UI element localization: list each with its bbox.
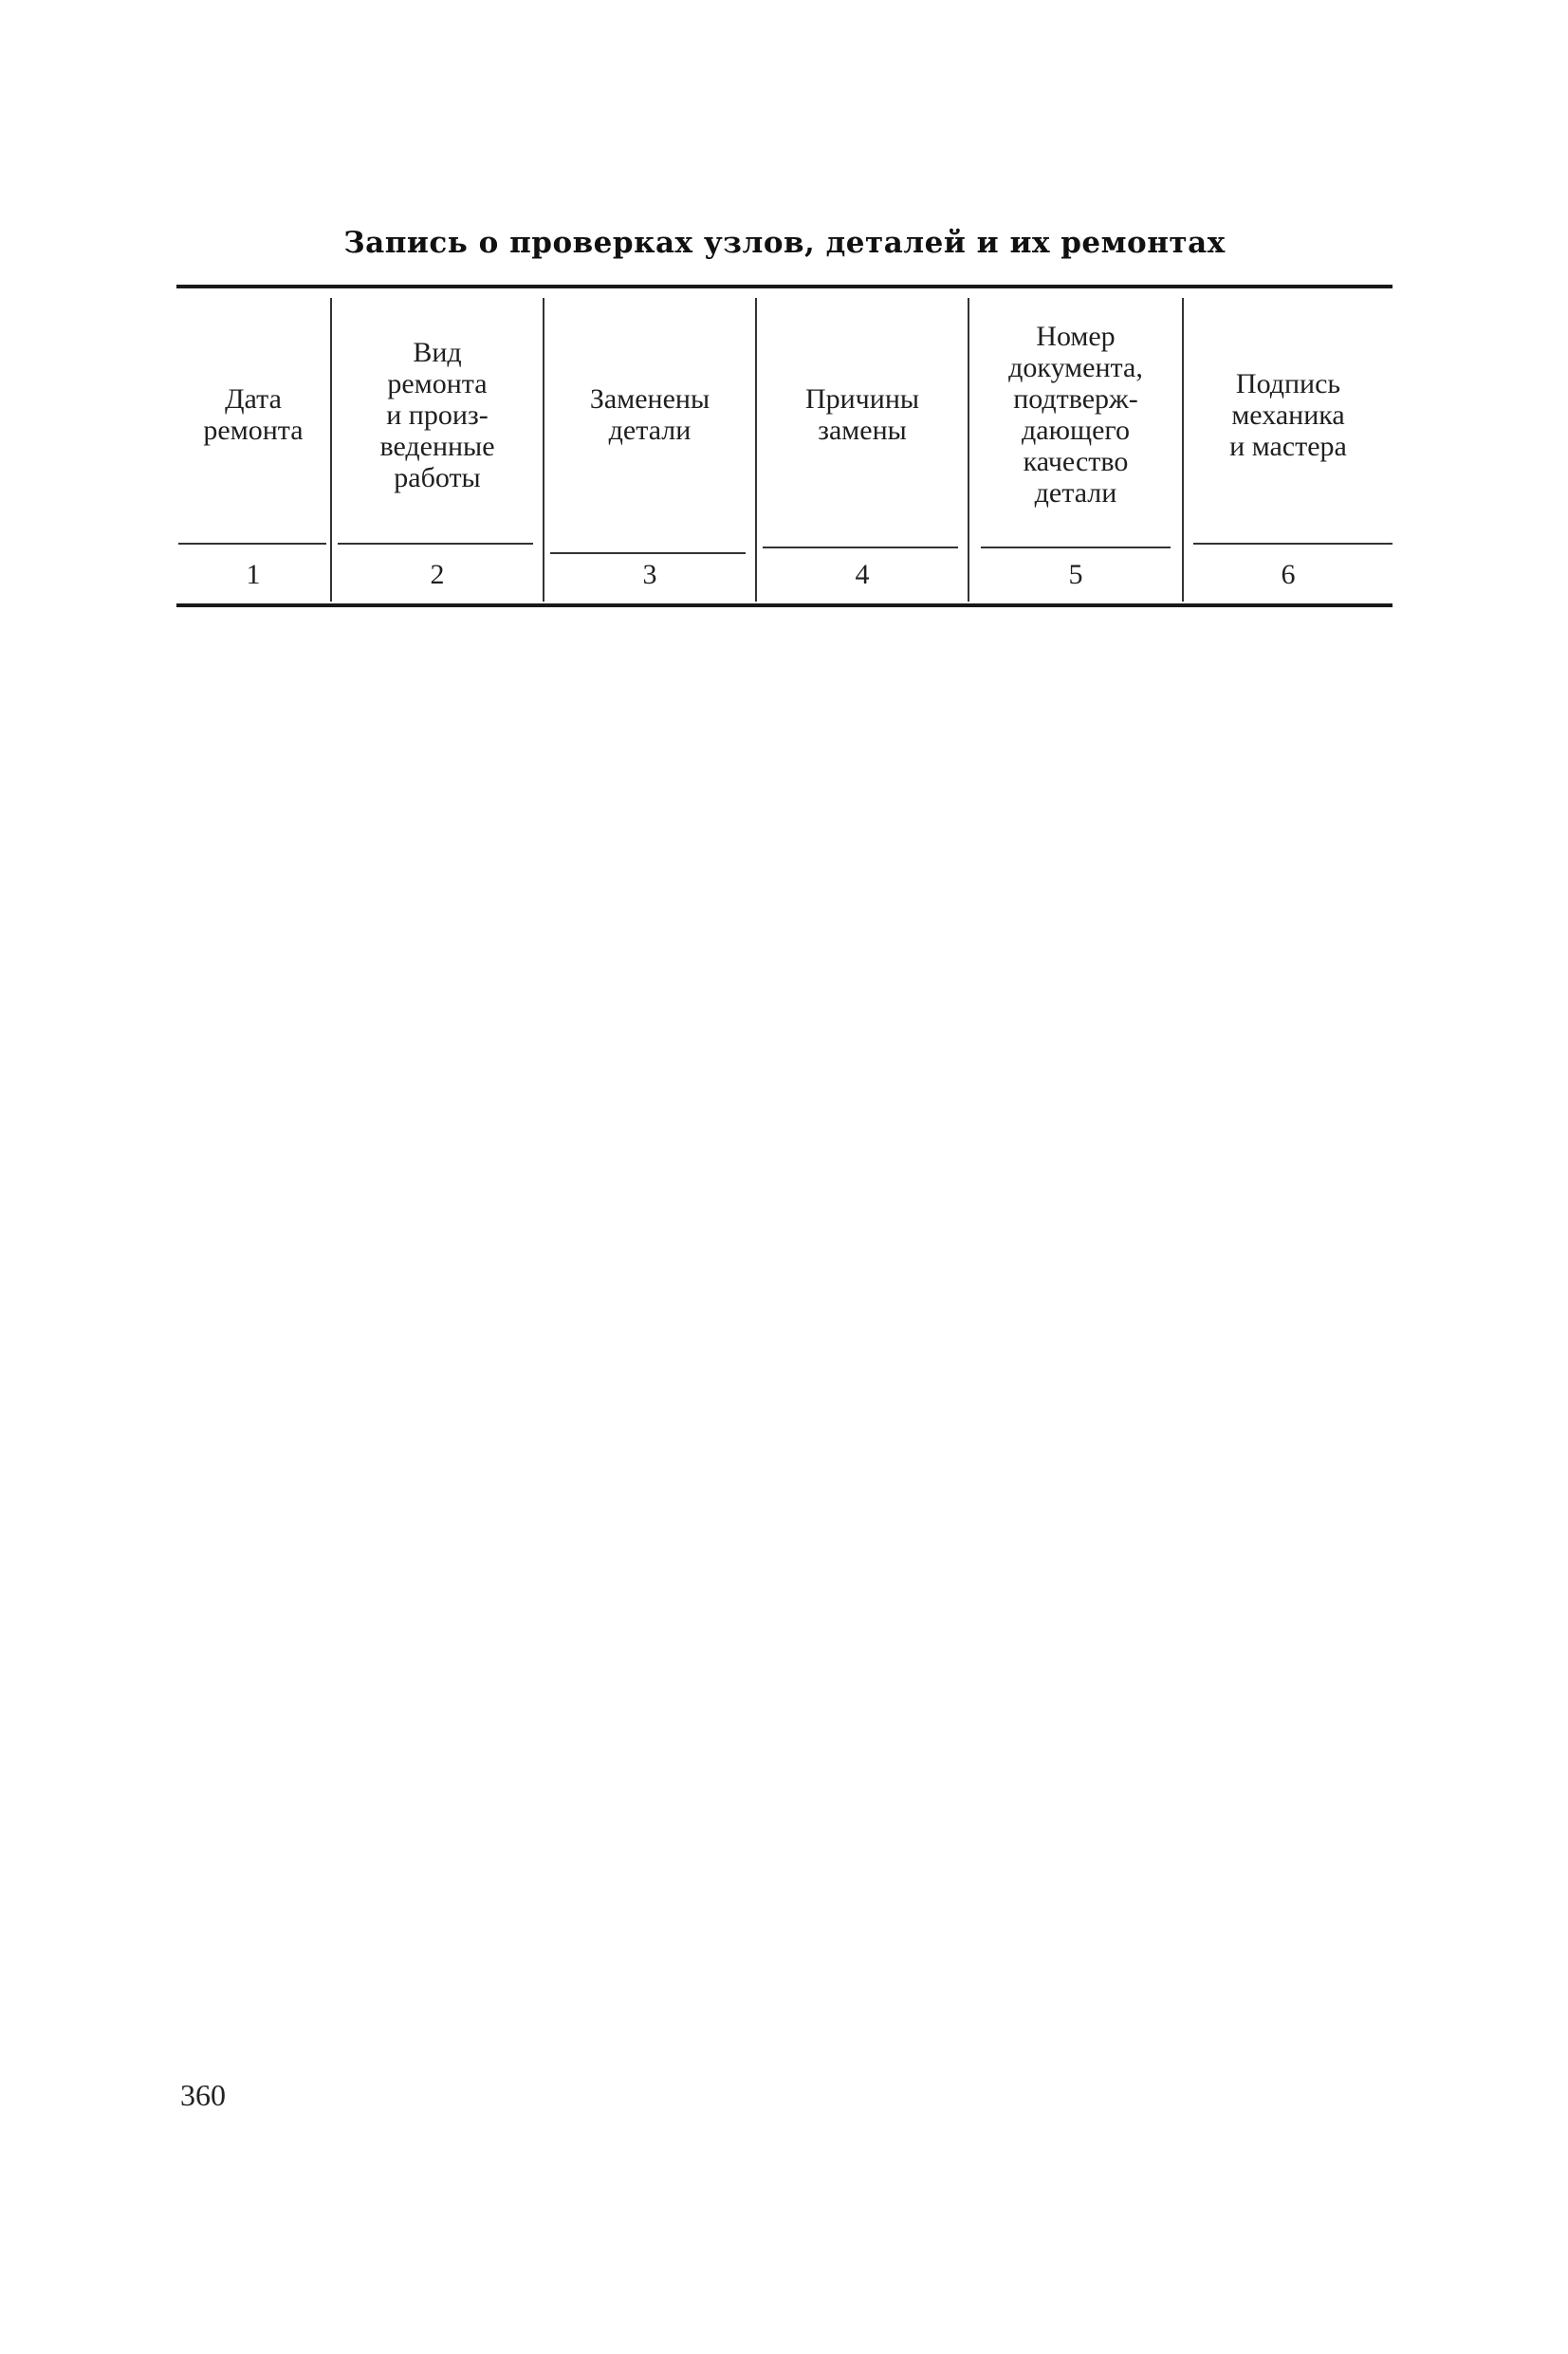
column-5 xyxy=(969,288,1182,603)
header-line: работы xyxy=(394,461,481,493)
header-line: и мастера xyxy=(1229,430,1347,462)
column-2 xyxy=(332,288,543,603)
column-header xyxy=(757,288,968,541)
header-line: ремонта xyxy=(203,415,304,446)
header-line: веденные xyxy=(379,430,495,462)
column-number: 5 xyxy=(1068,559,1083,590)
column-3 xyxy=(544,288,755,603)
header-line: Вид xyxy=(413,336,462,368)
column-header xyxy=(176,288,330,541)
header-line: ремонта xyxy=(387,367,488,399)
column-number: 4 xyxy=(855,559,870,590)
column-4 xyxy=(757,288,968,603)
column-number: 2 xyxy=(430,559,445,590)
column-header xyxy=(969,288,1182,541)
header-line: замены xyxy=(818,415,907,446)
repair-record-table xyxy=(176,288,1393,603)
header-line: документа, xyxy=(1008,352,1143,383)
header-divider xyxy=(338,543,533,545)
page-title: Запись о проверках узлов, деталей и их ремонтах xyxy=(343,226,1226,260)
column-number: 6 xyxy=(1281,559,1296,590)
header-line: Номер xyxy=(1036,321,1116,352)
header-line: Подпись xyxy=(1235,367,1341,399)
header-line: механика xyxy=(1231,399,1345,431)
header-line: детали xyxy=(1034,477,1117,509)
header-line: и произ- xyxy=(386,399,489,431)
header-line: качество xyxy=(1023,446,1129,477)
header-line: Дата xyxy=(225,383,282,415)
header-divider xyxy=(178,543,326,545)
header-line: детали xyxy=(608,415,692,446)
header-line: подтверж- xyxy=(1013,383,1138,415)
header-line: Заменены xyxy=(589,383,710,415)
table-bottom-rule xyxy=(176,603,1393,607)
header-divider xyxy=(1193,543,1393,545)
column-number: 1 xyxy=(246,559,261,590)
page-number: 360 xyxy=(180,2078,226,2112)
column-header xyxy=(332,288,543,541)
column-6 xyxy=(1184,288,1393,603)
column-number: 3 xyxy=(642,559,657,590)
column-header xyxy=(1184,288,1393,541)
header-line: дающего xyxy=(1022,415,1130,446)
header-line: Причины xyxy=(804,383,920,415)
header-divider xyxy=(981,547,1171,548)
header-divider xyxy=(763,547,958,548)
column-header xyxy=(544,288,755,541)
column-1 xyxy=(176,288,330,603)
